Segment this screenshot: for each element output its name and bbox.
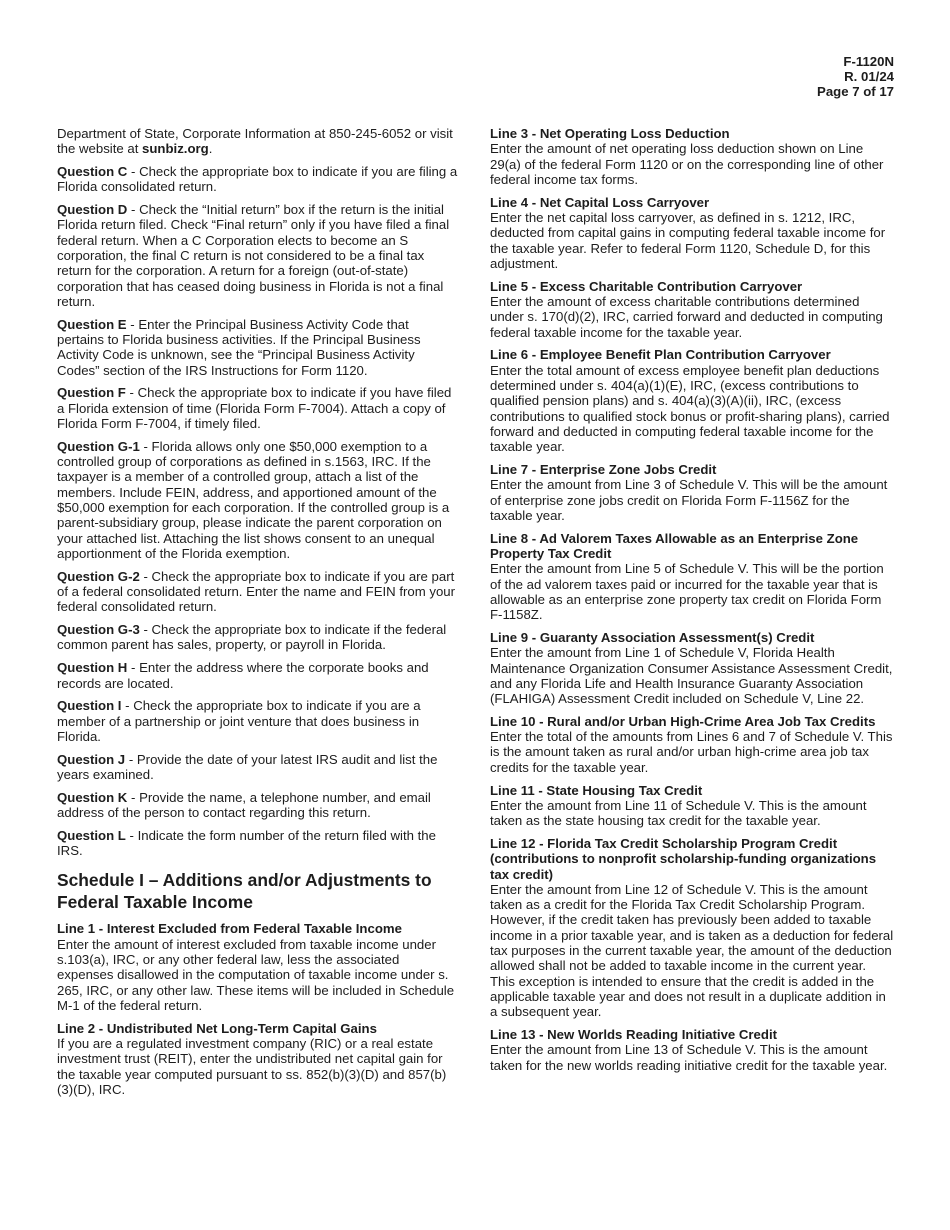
question-d-paragraph [57,202,458,309]
question-f-label: Question F [57,385,126,401]
line-5-body: Enter the amount of excess charitable contributions determined under s. 170(d)(2), IRC, carried forward and deducted in computing federal taxable income for the taxable year. [490,293,883,340]
question-j-text: - Provide the date of your latest IRS audit and list the years examined. [57,751,438,782]
question-h-text: - Enter the address where the corporate books and records are located. [57,660,429,691]
line-11-section [490,783,894,829]
line-6-title: Line 6 - Employee Benefit Plan Contribution Carryover [490,347,831,363]
line-11-title: Line 11 - State Housing Tax Credit [490,782,703,798]
intro-text-before: Department of State, Corporate Information at 850-245-6052 or visit the website at [57,126,453,157]
question-j-label: Question J [57,751,126,767]
form-revision: R. 01/24 [844,69,894,85]
question-g2-text: - Check the appropriate box to indicate if you are part of a federal consolidated return. Enter the name and FEIN from your federal consolidated return. [57,568,456,615]
line-7-title: Line 7 - Enterprise Zone Jobs Credit [490,461,717,477]
question-k-text: - Provide the name, a telephone number, and email address of the person to contact regarding this return. [57,789,431,821]
line-10-title: Line 10 - Rural and/or Urban High-Crime Area Job Tax Credits [490,713,876,729]
question-d-text: - Check the “Initial return” box if the return is the initial Florida return filed. Check “Final return” only if you have filed a final federal return. When a C Corporation elects to become an S corporation, the final C return is not considered to be a final tax return for the corporation. A return for a foreign (out-of-state) corporation that has ceased doing business in Florida is not a final return. [57,202,450,309]
line-4-section [490,195,894,271]
question-i-paragraph [57,698,458,744]
line-13-body: Enter the amount from Line 13 of Schedule V. This is the amount taken for the new worlds reading initiative credit for the taxable year. [490,1042,888,1073]
schedule-i-heading: Schedule I – Additions and/or Adjustments to Federal Taxable Income [57,870,432,913]
question-i-label: Question I [57,698,122,714]
question-i-text: - Check the appropriate box to indicate if you are a member of a partnership or joint venture that does business in Florida. [57,698,421,744]
question-j-paragraph [57,752,458,783]
line-9-title: Line 9 - Guaranty Association Assessment(s) Credit [490,629,815,645]
question-g3-text: - Check the appropriate box to indicate if the federal common parent has sales, property, or payroll in Florida. [57,622,447,653]
line-5-section [490,279,894,340]
question-g3-paragraph [57,622,458,653]
line-4-body: Enter the net capital loss carryover, as defined in s. 1212, IRC, deducted from capital gains in computing federal taxable income for the taxable year. Refer to federal Form 1120, Schedule D, for this adjustment. [490,209,886,271]
question-k-label: Question K [57,789,128,805]
question-e-text: - Enter the Principal Business Activity Code that pertains to Florida business activities. If the Principal Business Activity Code is unknown, see the “Principal Business Activity Codes” section of the IRS Instructions for Form 1120. [57,316,421,378]
page-indicator: Page 7 of 17 [817,84,894,100]
line-12-body: Enter the amount from Line 12 of Schedule V. This is the amount taken as a credit for the Florida Tax Credit Scholarship Program. However, if the credit taken has previously been added to taxable income in a prior taxable year, and is taken as a deduction for federal tax purposes in the current taxable year, the amount of the deduction allowed shall not be added to taxable income in the current year. This exception is intended to ensure that the credit is added in the applicable taxable year and does not result in a duplicate addition in a subsequent year. [490,881,894,1020]
question-f-text: - Check the appropriate box to indicate if you have filed a Florida extension of time (Florida Form F-7004). Attach a copy of Florida Form F-7004, if timely filed. [57,385,452,432]
question-g2-label: Question G-2 [57,568,140,584]
line-6-body: Enter the total amount of excess employee benefit plan deductions determined under s. 404(a)(1)(E), IRC, (excess contributions to qualified pension plans) and s. 404(a)(3)(A)(ii), IRC, (excess contributions to qualified stock bonus or profit-sharing plans), carried forward and deducted in computing federal taxable income for the taxable year. [490,362,890,455]
line-1-title: Line 1 - Interest Excluded from Federal Taxable Income [57,921,402,937]
question-l-paragraph [57,828,458,859]
line-13-title: Line 13 - New Worlds Reading Initiative Credit [490,1027,778,1043]
line-7-body: Enter the amount from Line 3 of Schedule V. This will be the amount of enterprise zone jobs credit on Florida Form F-1156Z for the taxable year. [490,477,888,523]
intro-paragraph [57,126,458,157]
form-header [817,54,894,100]
right-column [490,126,894,1105]
question-c-text: - Check the appropriate box to indicate if you are filing a Florida consolidated return. [57,164,458,195]
two-column-body [57,126,894,1105]
line-8-section [490,531,894,623]
left-column [57,126,458,1105]
form-number: F-1120N [843,54,894,69]
line-2-body: If you are a regulated investment company (RIC) or a real estate investment trust (REIT), enter the undistributed net capital gain for the taxable year computed pursuant to ss. 852(b)(3)(D) and 857(b)(3)(D), IRC. [57,1036,447,1097]
question-h-label: Question H [57,660,128,676]
line-3-section [490,126,894,187]
line-9-body: Enter the amount from Line 1 of Schedule V, Florida Health Maintenance Organization Consumer Assistance Assessment Credit, and any Florida Life and Health Insurance Guaranty Association (FLAHIGA) Assessment Credit included on Schedule V, Line 22. [490,645,893,707]
line-5-title: Line 5 - Excess Charitable Contribution Carryover [490,278,803,294]
line-10-body: Enter the total of the amounts from Lines 6 and 7 of Schedule V. This is the amount taken as rural and/or urban high-crime area job tax credits for the taxable year. [490,729,893,775]
line-9-section [490,630,894,706]
question-g1-label: Question G-1 [57,438,140,454]
question-c-paragraph [57,164,458,195]
line-11-body: Enter the amount from Line 11 of Schedule V. This is the amount taken as the state housing tax credit for the taxable year. [490,797,867,829]
line-2-section [57,1021,458,1097]
line-12-title: Line 12 - Florida Tax Credit Scholarship Program Credit (contributions to nonprofit scholarship-funding organizations tax credit) [490,835,877,882]
question-g2-paragraph [57,569,458,615]
line-13-section [490,1027,894,1073]
line-3-body: Enter the amount of net operating loss deduction shown on Line 29(a) of the federal Form 1120 or on the corresponding line of other federal income tax forms. [490,141,884,187]
question-e-label: Question E [57,316,127,332]
question-f-paragraph [57,385,458,431]
line-2-title: Line 2 - Undistributed Net Long-Term Capital Gains [57,1020,377,1036]
question-e-paragraph [57,317,458,378]
line-4-title: Line 4 - Net Capital Loss Carryover [490,194,710,210]
question-g1-text: - Florida allows only one $50,000 exemption to a controlled group of corporations as defined in s.1563, IRC. If the taxpayer is a member of a controlled group, attach a list of the members. Include FEIN, address, and apportioned amount of the $50,000 exemption for each corporation. If the controlled group is a parent-subsidiary group, please indicate the parent corporation on your attached list. Attaching the list shows consent to an unequal apportionment of the Florida exemption. [57,438,450,561]
intro-text-after: . [208,141,213,157]
question-c-label: Question C [57,164,128,180]
question-g1-paragraph [57,439,458,561]
line-12-section [490,836,894,1020]
question-l-label: Question L [57,827,126,843]
question-g3-label: Question G-3 [57,622,140,638]
line-8-body: Enter the amount from Line 5 of Schedule V. This will be the portion of the ad valorem taxes paid or incurred for the taxable year that is allowable as an enterprise zone property tax credit on Florida Form F-1158Z. [490,561,884,623]
line-3-title: Line 3 - Net Operating Loss Deduction [490,126,730,141]
line-1-body: Enter the amount of interest excluded from taxable income under s.103(a), IRC, or any other federal law, less the associated expenses disallowed in the computation of taxable income under s. 265, IRC, or any other law. These items will be included in Schedule M-1 of the federal return. [57,936,455,1013]
question-l-text: - Indicate the form number of the return filed with the IRS. [57,827,436,859]
line-8-title: Line 8 - Ad Valorem Taxes Allowable as an Enterprise Zone Property Tax Credit [490,530,859,561]
line-10-section [490,714,894,775]
sunbiz-website-text: sunbiz.org [142,141,209,157]
line-7-section [490,462,894,523]
question-h-paragraph [57,660,458,691]
line-1-section [57,921,458,1013]
question-d-label: Question D [57,202,128,218]
line-6-section [490,347,894,454]
question-k-paragraph [57,790,458,821]
